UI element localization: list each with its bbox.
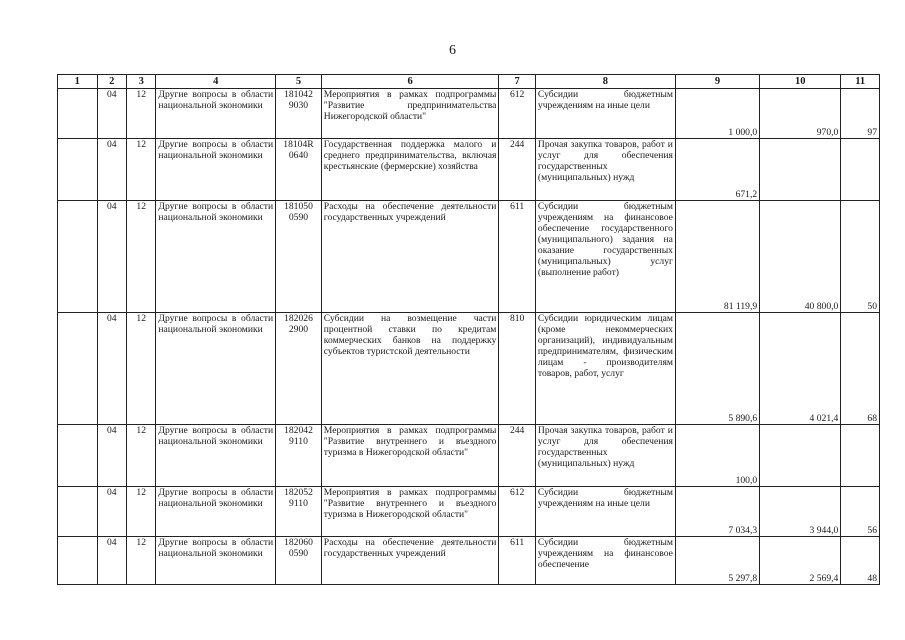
expense-type-code-cell: 244 — [499, 139, 536, 201]
expense-type-code-cell: 612 — [499, 487, 536, 537]
header-cell: 10 — [760, 75, 841, 89]
target-article-cell: 181042 9030 — [276, 89, 322, 139]
executed-amount-cell: 4 021,4 — [760, 313, 841, 425]
section-code-cell: 04 — [97, 313, 126, 425]
section-name-cell: Другие вопросы в области национальной экономики — [156, 139, 276, 201]
table-row — [58, 201, 880, 313]
article-name-cell: Расходы на обеспечение деятельности государственных учреждений — [321, 201, 499, 313]
table-row — [58, 139, 880, 201]
subsection-code-cell: 12 — [126, 537, 155, 585]
section-name-cell: Другие вопросы в области национальной экономики — [156, 537, 276, 585]
table-row — [58, 487, 880, 537]
article-name-cell: Государственная поддержка малого и среднего предпринимательства, включая крестьянские (фермерские) хозяйства — [321, 139, 499, 201]
header-cell: 9 — [675, 75, 759, 89]
planned-amount-cell: 5 297,8 — [675, 537, 759, 585]
planned-amount-cell: 100,0 — [675, 425, 759, 487]
percent-cell: 56 — [841, 487, 880, 537]
section-code-cell: 04 — [97, 139, 126, 201]
expense-type-code-cell: 244 — [499, 425, 536, 487]
table-row — [58, 425, 880, 487]
header-cell: 1 — [58, 75, 98, 89]
section-name-cell: Другие вопросы в области национальной экономики — [156, 425, 276, 487]
percent-cell — [841, 425, 880, 487]
executed-amount-cell — [760, 139, 841, 201]
target-article-cell: 181050 0590 — [276, 201, 322, 313]
section-name-cell: Другие вопросы в области национальной экономики — [156, 487, 276, 537]
executed-amount-cell: 3 944,0 — [760, 487, 841, 537]
expense-type-name-cell: Субсидии бюджетным учреждениям на иные цели — [535, 89, 675, 139]
header-cell: 5 — [276, 75, 322, 89]
col-1-cell — [58, 487, 98, 537]
col-1-cell — [58, 89, 98, 139]
target-article-cell: 182026 2900 — [276, 313, 322, 425]
executed-amount-cell — [760, 425, 841, 487]
planned-amount-cell: 1 000,0 — [675, 89, 759, 139]
expense-type-name-cell: Субсидии бюджетным учреждениям на финансовое обеспечение — [535, 537, 675, 585]
expense-type-name-cell: Субсидии бюджетным учреждениям на иные цели — [535, 487, 675, 537]
planned-amount-cell: 7 034,3 — [675, 487, 759, 537]
section-name-cell: Другие вопросы в области национальной экономики — [156, 313, 276, 425]
expense-type-code-cell: 612 — [499, 89, 536, 139]
header-cell: 4 — [156, 75, 276, 89]
col-1-cell — [58, 139, 98, 201]
col-1-cell — [58, 537, 98, 585]
expense-type-code-cell: 611 — [499, 537, 536, 585]
table-row — [58, 313, 880, 425]
table-row — [58, 89, 880, 139]
target-article-cell: 18104R 0640 — [276, 139, 322, 201]
percent-cell: 97 — [841, 89, 880, 139]
header-cell: 6 — [321, 75, 499, 89]
article-name-cell: Расходы на обеспечение деятельности государственных учреждений — [321, 537, 499, 585]
article-name-cell: Мероприятия в рамках подпрограммы "Развитие внутреннего и въездного туризма в Нижегородской области" — [321, 487, 499, 537]
section-code-cell: 04 — [97, 425, 126, 487]
target-article-cell: 182042 9110 — [276, 425, 322, 487]
subsection-code-cell: 12 — [126, 89, 155, 139]
percent-cell: 68 — [841, 313, 880, 425]
expense-type-code-cell: 611 — [499, 201, 536, 313]
expense-type-code-cell: 810 — [499, 313, 536, 425]
subsection-code-cell: 12 — [126, 201, 155, 313]
percent-cell: 48 — [841, 537, 880, 585]
expense-type-name-cell: Субсидии бюджетным учреждениям на финансовое обеспечение государственного (муниципального) задания на оказание государственных (муниципальных) услуг (выполнение работ) — [535, 201, 675, 313]
article-name-cell: Мероприятия в рамках подпрограммы "Развитие предпринимательства Нижегородской области" — [321, 89, 499, 139]
header-cell: 3 — [126, 75, 155, 89]
executed-amount-cell: 40 800,0 — [760, 201, 841, 313]
section-code-cell: 04 — [97, 487, 126, 537]
table-header-row — [58, 75, 880, 89]
subsection-code-cell: 12 — [126, 487, 155, 537]
planned-amount-cell: 671,2 — [675, 139, 759, 201]
article-name-cell: Субсидии на возмещение части процентной ставки по кредитам коммерческих банков на поддержку субъектов туристской деятельности — [321, 313, 499, 425]
section-name-cell: Другие вопросы в области национальной экономики — [156, 201, 276, 313]
executed-amount-cell: 970,0 — [760, 89, 841, 139]
article-name-cell: Мероприятия в рамках подпрограммы "Развитие внутреннего и въездного туризма в Нижегородской области" — [321, 425, 499, 487]
page-number: 6 — [449, 43, 456, 58]
expense-type-name-cell: Субсидии юридическим лицам (кроме некоммерческих организаций), индивидуальным предпринимателям, физическим лицам - производителям товаров, работ, услуг — [535, 313, 675, 425]
subsection-code-cell: 12 — [126, 425, 155, 487]
subsection-code-cell: 12 — [126, 139, 155, 201]
target-article-cell: 182060 0590 — [276, 537, 322, 585]
subsection-code-cell: 12 — [126, 313, 155, 425]
table-row — [58, 537, 880, 585]
executed-amount-cell: 2 569,4 — [760, 537, 841, 585]
percent-cell — [841, 139, 880, 201]
section-name-cell: Другие вопросы в области национальной экономики — [156, 89, 276, 139]
header-cell: 11 — [841, 75, 880, 89]
section-code-cell: 04 — [97, 89, 126, 139]
header-cell: 8 — [535, 75, 675, 89]
percent-cell: 50 — [841, 201, 880, 313]
expense-type-name-cell: Прочая закупка товаров, работ и услуг для обеспечения государственных (муниципальных) нужд — [535, 139, 675, 201]
section-code-cell: 04 — [97, 201, 126, 313]
budget-table — [57, 74, 880, 585]
planned-amount-cell: 81 119,9 — [675, 201, 759, 313]
header-cell: 7 — [499, 75, 536, 89]
expense-type-name-cell: Прочая закупка товаров, работ и услуг для обеспечения государственных (муниципальных) нужд — [535, 425, 675, 487]
planned-amount-cell: 5 890,6 — [675, 313, 759, 425]
col-1-cell — [58, 201, 98, 313]
header-cell: 2 — [97, 75, 126, 89]
section-code-cell: 04 — [97, 537, 126, 585]
col-1-cell — [58, 425, 98, 487]
col-1-cell — [58, 313, 98, 425]
target-article-cell: 182052 9110 — [276, 487, 322, 537]
